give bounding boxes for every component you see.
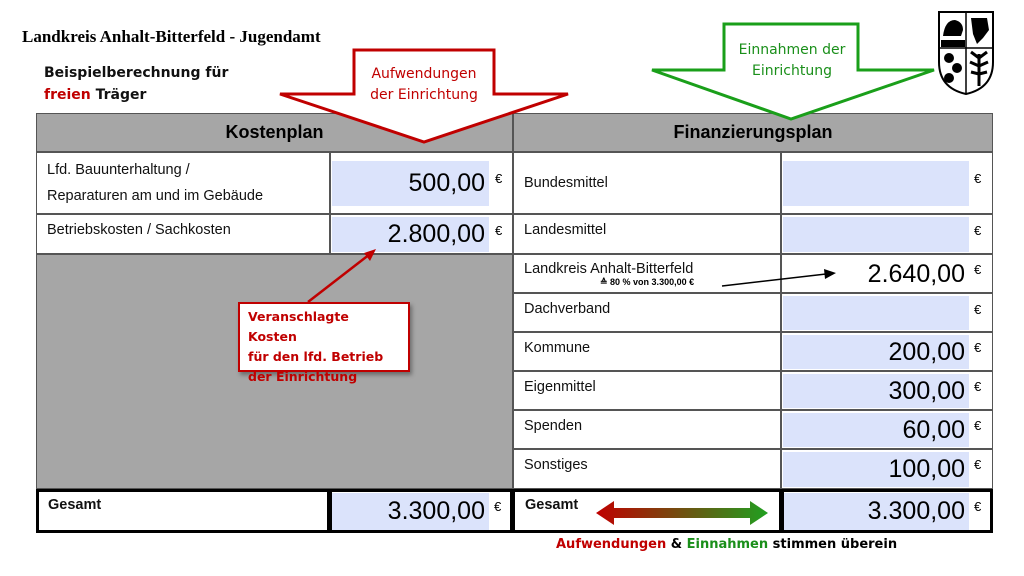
currency-label: € — [494, 499, 502, 514]
pointer-arrow-icon — [300, 246, 390, 306]
currency-label: € — [974, 262, 982, 277]
currency-label: € — [974, 171, 982, 186]
fin-row-landesmittel-label: Landesmittel — [513, 214, 781, 254]
note-veranschlagte-kosten: Veranschlagte Kosten für den lfd. Betrieb der Einrichtung — [238, 302, 410, 372]
finanzierungsplan-header: Finanzierungsplan — [513, 113, 993, 152]
subtitle-rest: Träger — [90, 87, 147, 103]
page-title: Landkreis Anhalt-Bitterfeld - Jugendamt — [22, 27, 321, 46]
fin-row-sonstiges-value[interactable]: 100,00 — [783, 452, 969, 487]
coat-of-arms-icon — [937, 10, 995, 96]
fin-row-eigenmittel-value-cell — [781, 371, 993, 410]
fin-row-spenden-value-cell — [781, 410, 993, 449]
callout-einnahmen: Einnahmen der Einrichtung — [738, 42, 846, 79]
subtitle-line1: Beispielberechnung für — [44, 65, 229, 81]
fin-row-dachverband-label: Dachverband — [513, 293, 781, 332]
fin-row-eigenmittel-value[interactable]: 300,00 — [783, 374, 969, 408]
kosten-row-betriebskosten-label: Betriebskosten / Sachkosten — [36, 214, 330, 254]
double-arrow-icon — [594, 499, 770, 527]
fin-row-landesmittel-value[interactable] — [783, 217, 969, 252]
kostenplan-header: Kostenplan — [36, 113, 513, 152]
currency-label: € — [974, 418, 982, 433]
currency-label: € — [974, 457, 982, 472]
fin-row-bundesmittel-value[interactable] — [783, 161, 969, 206]
fin-row-sonstiges-value-cell — [781, 449, 993, 489]
kosten-row-bauunterhaltung-label: Lfd. Bauunterhaltung / Reparaturen am und im Gebäude — [36, 152, 330, 214]
kosten-row1-value[interactable]: 500,00 — [332, 161, 489, 206]
currency-label: € — [974, 302, 982, 317]
fin-total-label: Gesamt — [525, 497, 579, 513]
callout-aufwendungen: Aufwendungen der Einrichtung — [370, 66, 478, 103]
fin-row-sonstiges-label: Sonstiges — [513, 449, 781, 489]
currency-label: € — [495, 171, 503, 186]
kosten-row2-value[interactable]: 2.800,00 — [332, 217, 489, 252]
fin-row-eigenmittel-label: Eigenmittel — [513, 371, 781, 410]
fin-row-landesmittel-value-cell — [781, 214, 993, 254]
fin-row-landkreis-value[interactable]: 2.640,00 — [783, 257, 969, 292]
landkreis-pointer-arrow-icon — [720, 266, 840, 290]
fin-row-kommune-label: Kommune — [513, 332, 781, 371]
currency-label: € — [495, 223, 503, 238]
fin-row-kommune-value[interactable]: 200,00 — [783, 335, 969, 369]
fin-row-landkreis-label: Landkreis Anhalt-Bitterfeld — [513, 254, 781, 293]
kosten-total-label: Gesamt — [48, 497, 102, 513]
fin-row-dachverband-value[interactable] — [783, 296, 969, 330]
fin-row-bundesmittel-label: Bundesmittel — [513, 152, 781, 214]
subtitle — [44, 62, 228, 106]
landkreis-percentage-note: ≙ 80 % von 3.300,00 € — [600, 277, 695, 287]
subtitle-red-word: freien — [44, 87, 91, 103]
currency-label: € — [974, 223, 982, 238]
fin-row-dachverband-value-cell — [781, 293, 993, 332]
currency-label: € — [974, 340, 982, 355]
fin-row-kommune-value-cell — [781, 332, 993, 371]
kosten-total-value[interactable]: 3.300,00 — [332, 493, 489, 530]
fin-row-spenden-value[interactable]: 60,00 — [783, 413, 969, 447]
kosten-row1-value-cell — [330, 152, 513, 214]
footer-summary: Aufwendungen & Einnahmen stimmen überein — [556, 537, 898, 552]
fin-total-value[interactable]: 3.300,00 — [783, 493, 969, 530]
currency-label: € — [974, 499, 982, 514]
fin-row-spenden-label: Spenden — [513, 410, 781, 449]
fin-row-bundesmittel-value-cell — [781, 152, 993, 214]
currency-label: € — [974, 379, 982, 394]
